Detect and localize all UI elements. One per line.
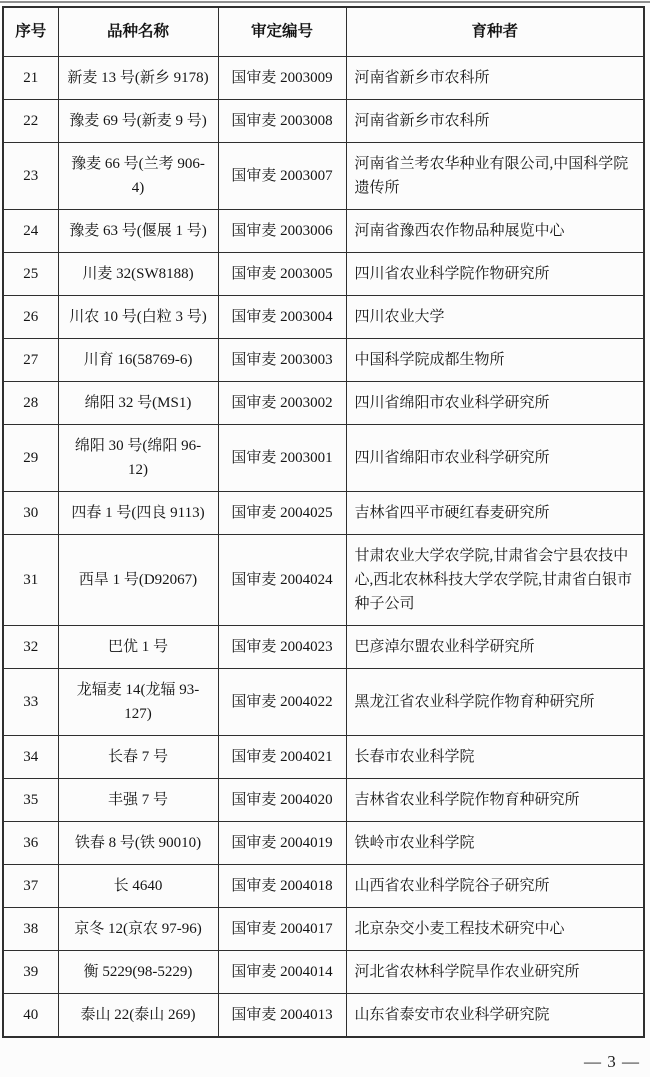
- cell-variety-name: 川育 16(58769-6): [58, 339, 218, 382]
- column-header-serial: 序号: [3, 7, 58, 57]
- cell-approval-number: 国审麦 2003001: [218, 425, 346, 492]
- table-row: [3, 736, 644, 779]
- cell-variety-name: 西旱 1 号(D92067): [58, 535, 218, 626]
- cell-serial-number: 40: [3, 994, 58, 1038]
- page-top-rule: [0, 1, 650, 3]
- cell-variety-name: 泰山 22(泰山 269): [58, 994, 218, 1038]
- cell-variety-name: 龙辐麦 14(龙辐 93-127): [58, 669, 218, 736]
- column-header-breeder: 育种者: [346, 7, 644, 57]
- table-header-row: [3, 7, 644, 57]
- cell-variety-name: 衡 5229(98-5229): [58, 951, 218, 994]
- cell-breeder: 北京杂交小麦工程技术研究中心: [346, 908, 644, 951]
- cell-variety-name: 绵阳 32 号(MS1): [58, 382, 218, 425]
- table-row: [3, 951, 644, 994]
- table-row: [3, 669, 644, 736]
- cell-breeder: 吉林省四平市硬红春麦研究所: [346, 492, 644, 535]
- cell-approval-number: 国审麦 2004024: [218, 535, 346, 626]
- cell-breeder: 长春市农业科学院: [346, 736, 644, 779]
- table-row: [3, 865, 644, 908]
- cell-approval-number: 国审麦 2004013: [218, 994, 346, 1038]
- cell-breeder: 河南省豫西农作物品种展览中心: [346, 210, 644, 253]
- column-header-approval-number: 审定编号: [218, 7, 346, 57]
- cell-breeder: 四川省绵阳市农业科学研究所: [346, 425, 644, 492]
- cell-variety-name: 丰强 7 号: [58, 779, 218, 822]
- cell-serial-number: 26: [3, 296, 58, 339]
- cell-serial-number: 32: [3, 626, 58, 669]
- table-row: [3, 492, 644, 535]
- cell-variety-name: 铁春 8 号(铁 90010): [58, 822, 218, 865]
- cell-variety-name: 豫麦 66 号(兰考 906-4): [58, 143, 218, 210]
- cell-approval-number: 国审麦 2004020: [218, 779, 346, 822]
- cell-approval-number: 国审麦 2004022: [218, 669, 346, 736]
- cell-breeder: 甘肃农业大学农学院,甘肃省会宁县农技中心,西北农林科技大学农学院,甘肃省白银市种子公司: [346, 535, 644, 626]
- cell-breeder: 铁岭市农业科学院: [346, 822, 644, 865]
- cell-variety-name: 绵阳 30 号(绵阳 96-12): [58, 425, 218, 492]
- cell-approval-number: 国审麦 2004014: [218, 951, 346, 994]
- cell-serial-number: 23: [3, 143, 58, 210]
- table-row: [3, 626, 644, 669]
- table-row: [3, 425, 644, 492]
- page-number: — 3 —: [584, 1052, 640, 1071]
- cell-variety-name: 长 4640: [58, 865, 218, 908]
- cell-breeder: 四川省绵阳市农业科学研究所: [346, 382, 644, 425]
- table-row: [3, 253, 644, 296]
- cell-approval-number: 国审麦 2004025: [218, 492, 346, 535]
- cell-serial-number: 25: [3, 253, 58, 296]
- cell-approval-number: 国审麦 2003005: [218, 253, 346, 296]
- cell-approval-number: 国审麦 2004019: [218, 822, 346, 865]
- cell-breeder: 黑龙江省农业科学院作物育种研究所: [346, 669, 644, 736]
- table-row: [3, 908, 644, 951]
- cell-serial-number: 37: [3, 865, 58, 908]
- cell-breeder: 巴彦淖尔盟农业科学研究所: [346, 626, 644, 669]
- cell-serial-number: 24: [3, 210, 58, 253]
- cell-serial-number: 31: [3, 535, 58, 626]
- cell-breeder: 山西省农业科学院谷子研究所: [346, 865, 644, 908]
- cell-approval-number: 国审麦 2004023: [218, 626, 346, 669]
- cell-approval-number: 国审麦 2004021: [218, 736, 346, 779]
- table-row: [3, 339, 644, 382]
- cell-serial-number: 35: [3, 779, 58, 822]
- cell-serial-number: 30: [3, 492, 58, 535]
- table-row: [3, 57, 644, 100]
- cell-breeder: 河南省新乡市农科所: [346, 100, 644, 143]
- cell-variety-name: 川麦 32(SW8188): [58, 253, 218, 296]
- table-row: [3, 779, 644, 822]
- cell-serial-number: 39: [3, 951, 58, 994]
- cell-serial-number: 27: [3, 339, 58, 382]
- cell-breeder: 河南省兰考农华种业有限公司,中国科学院遗传所: [346, 143, 644, 210]
- cell-variety-name: 豫麦 63 号(偃展 1 号): [58, 210, 218, 253]
- cell-breeder: 河北省农林科学院旱作农业研究所: [346, 951, 644, 994]
- cell-variety-name: 新麦 13 号(新乡 9178): [58, 57, 218, 100]
- cell-breeder: 吉林省农业科学院作物育种研究所: [346, 779, 644, 822]
- table-row: [3, 535, 644, 626]
- cell-breeder: 河南省新乡市农科所: [346, 57, 644, 100]
- cell-approval-number: 国审麦 2003007: [218, 143, 346, 210]
- cell-approval-number: 国审麦 2004018: [218, 865, 346, 908]
- column-header-variety-name: 品种名称: [58, 7, 218, 57]
- cell-serial-number: 33: [3, 669, 58, 736]
- cell-breeder: 四川省农业科学院作物研究所: [346, 253, 644, 296]
- cell-breeder: 山东省泰安市农业科学研究院: [346, 994, 644, 1038]
- cell-approval-number: 国审麦 2003008: [218, 100, 346, 143]
- cell-serial-number: 36: [3, 822, 58, 865]
- table-body: [3, 57, 644, 1038]
- cell-breeder: 中国科学院成都生物所: [346, 339, 644, 382]
- cell-serial-number: 34: [3, 736, 58, 779]
- table-row: [3, 382, 644, 425]
- cell-variety-name: 豫麦 69 号(新麦 9 号): [58, 100, 218, 143]
- cell-variety-name: 川农 10 号(白粒 3 号): [58, 296, 218, 339]
- cell-approval-number: 国审麦 2003004: [218, 296, 346, 339]
- table-row: [3, 822, 644, 865]
- cell-variety-name: 四春 1 号(四良 9113): [58, 492, 218, 535]
- table-row: [3, 994, 644, 1038]
- table-row: [3, 210, 644, 253]
- cell-serial-number: 29: [3, 425, 58, 492]
- wheat-variety-approval-table: [2, 6, 645, 1038]
- table-row: [3, 296, 644, 339]
- cell-approval-number: 国审麦 2003009: [218, 57, 346, 100]
- table-row: [3, 100, 644, 143]
- cell-approval-number: 国审麦 2003003: [218, 339, 346, 382]
- cell-serial-number: 22: [3, 100, 58, 143]
- table-row: [3, 143, 644, 210]
- cell-breeder: 四川农业大学: [346, 296, 644, 339]
- cell-variety-name: 长春 7 号: [58, 736, 218, 779]
- cell-variety-name: 巴优 1 号: [58, 626, 218, 669]
- cell-approval-number: 国审麦 2003002: [218, 382, 346, 425]
- cell-approval-number: 国审麦 2003006: [218, 210, 346, 253]
- cell-serial-number: 38: [3, 908, 58, 951]
- cell-serial-number: 28: [3, 382, 58, 425]
- cell-approval-number: 国审麦 2004017: [218, 908, 346, 951]
- cell-variety-name: 京冬 12(京农 97-96): [58, 908, 218, 951]
- cell-serial-number: 21: [3, 57, 58, 100]
